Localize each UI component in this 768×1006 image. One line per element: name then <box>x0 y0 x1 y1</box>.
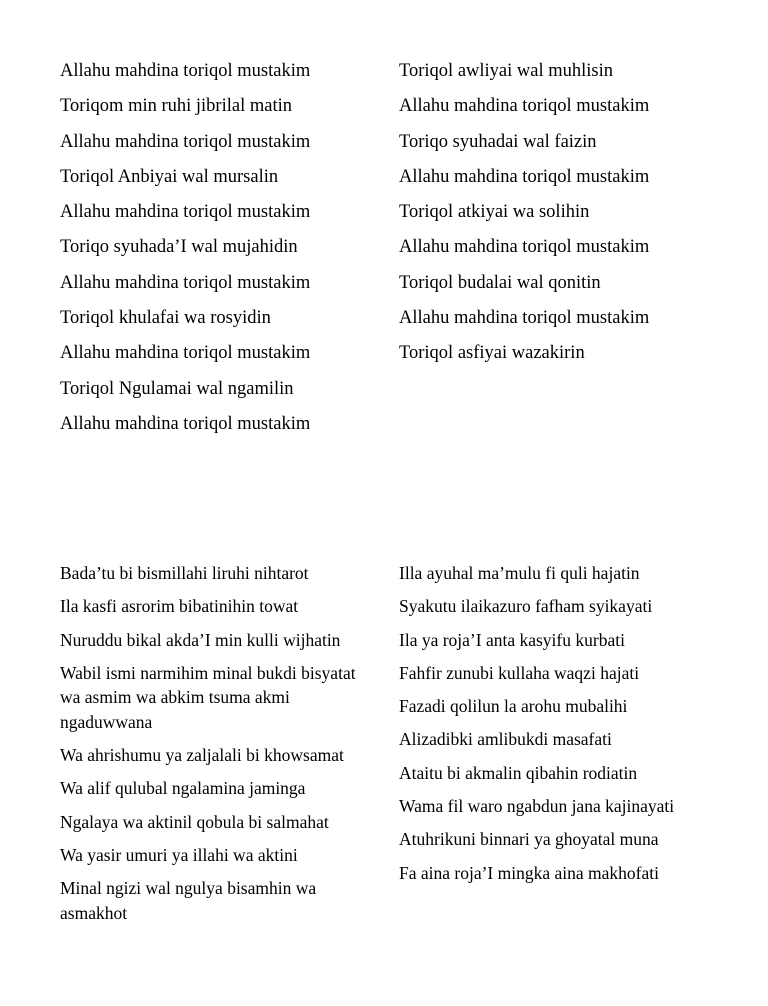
verse-line: Allahu mahdina toriqol mustakim <box>399 166 650 187</box>
verse-line: Allahu mahdina toriqol mustakim <box>60 202 311 223</box>
prayer-line: Wabil ismi narmihim minal bukdi bisyatat wa asmim wa abkim tsuma akmi ngaduwwana <box>60 662 356 732</box>
prayer-column-right <box>399 561 744 894</box>
verse-line: Toriqol budalai wal qonitin <box>399 272 601 293</box>
verse-line: Toriqo syuhadai wal faizin <box>399 131 597 152</box>
prayer-line: Wa yasir umuri ya illahi wa aktini <box>60 845 298 866</box>
prayer-line: Atuhrikuni binnari ya ghoyatal muna <box>399 829 659 850</box>
verse-line: Toriqol atkiyai wa solihin <box>399 202 590 223</box>
prayer-line: Nuruddu bikal akda’I min kulli wijhatin <box>60 629 341 650</box>
prayer-line: Wama fil waro ngabdun jana kajinayati <box>399 796 675 817</box>
prayer-line: Ataitu bi akmalin qibahin rodiatin <box>399 762 638 783</box>
verse-column-right <box>399 54 739 372</box>
prayer-line: Minal ngizi wal ngulya bisamhin wa asmakhot <box>60 878 317 923</box>
verse-line: Allahu mahdina toriqol mustakim <box>60 131 311 152</box>
prayer-line: Ngalaya wa aktinil qobula bi salmahat <box>60 811 329 832</box>
verse-line: Allahu mahdina toriqol mustakim <box>60 61 311 81</box>
verse-line: Toriqol khulafai wa rosyidin <box>60 308 271 329</box>
prayer-line: Syakutu ilaikazuro fafham syikayati <box>399 596 653 617</box>
verse-line: Toriqo syuhada’I wal mujahidin <box>60 237 298 258</box>
prayer-line: Wa alif qulubal ngalamina jaminga <box>60 778 306 799</box>
verse-line: Toriqol awliyai wal muhlisin <box>399 61 613 81</box>
prayer-line: Wa ahrishumu ya zaljalali bi khowsamat <box>60 745 344 766</box>
verse-line: Allahu mahdina toriqol mustakim <box>399 96 650 117</box>
verse-line: Allahu mahdina toriqol mustakim <box>60 272 311 293</box>
verse-line: Toriqol asfiyai wazakirin <box>399 343 585 364</box>
verse-line: Toriqom min ruhi jibrilal matin <box>60 96 292 117</box>
prayer-line: Fahfir zunubi kullaha waqzi hajati <box>399 662 640 683</box>
verse-line: Allahu mahdina toriqol mustakim <box>399 308 650 329</box>
prayer-line: Fa aina roja’I mingka aina makhofati <box>399 862 659 883</box>
prayer-line: Alizadibki amlibukdi masafati <box>399 729 612 750</box>
verse-line: Allahu mahdina toriqol mustakim <box>399 237 650 258</box>
verse-line: Toriqol Ngulamai wal ngamilin <box>60 378 294 399</box>
prayer-column-left <box>60 561 380 934</box>
verse-line: Allahu mahdina toriqol mustakim <box>60 413 311 434</box>
verse-column-left <box>60 54 380 442</box>
verse-line: Allahu mahdina toriqol mustakim <box>60 343 311 364</box>
verse-line: Toriqol Anbiyai wal mursalin <box>60 166 279 187</box>
prayer-line: Illa ayuhal ma’mulu fi quli hajatin <box>399 563 640 583</box>
prayer-line: Bada’tu bi bismillahi liruhi nihtarot <box>60 563 309 583</box>
prayer-line: Ila ya roja’I anta kasyifu kurbati <box>399 629 625 650</box>
prayer-line: Ila kasfi asrorim bibatinihin towat <box>60 596 299 617</box>
prayer-line: Fazadi qolilun la arohu mubalihi <box>399 696 628 717</box>
